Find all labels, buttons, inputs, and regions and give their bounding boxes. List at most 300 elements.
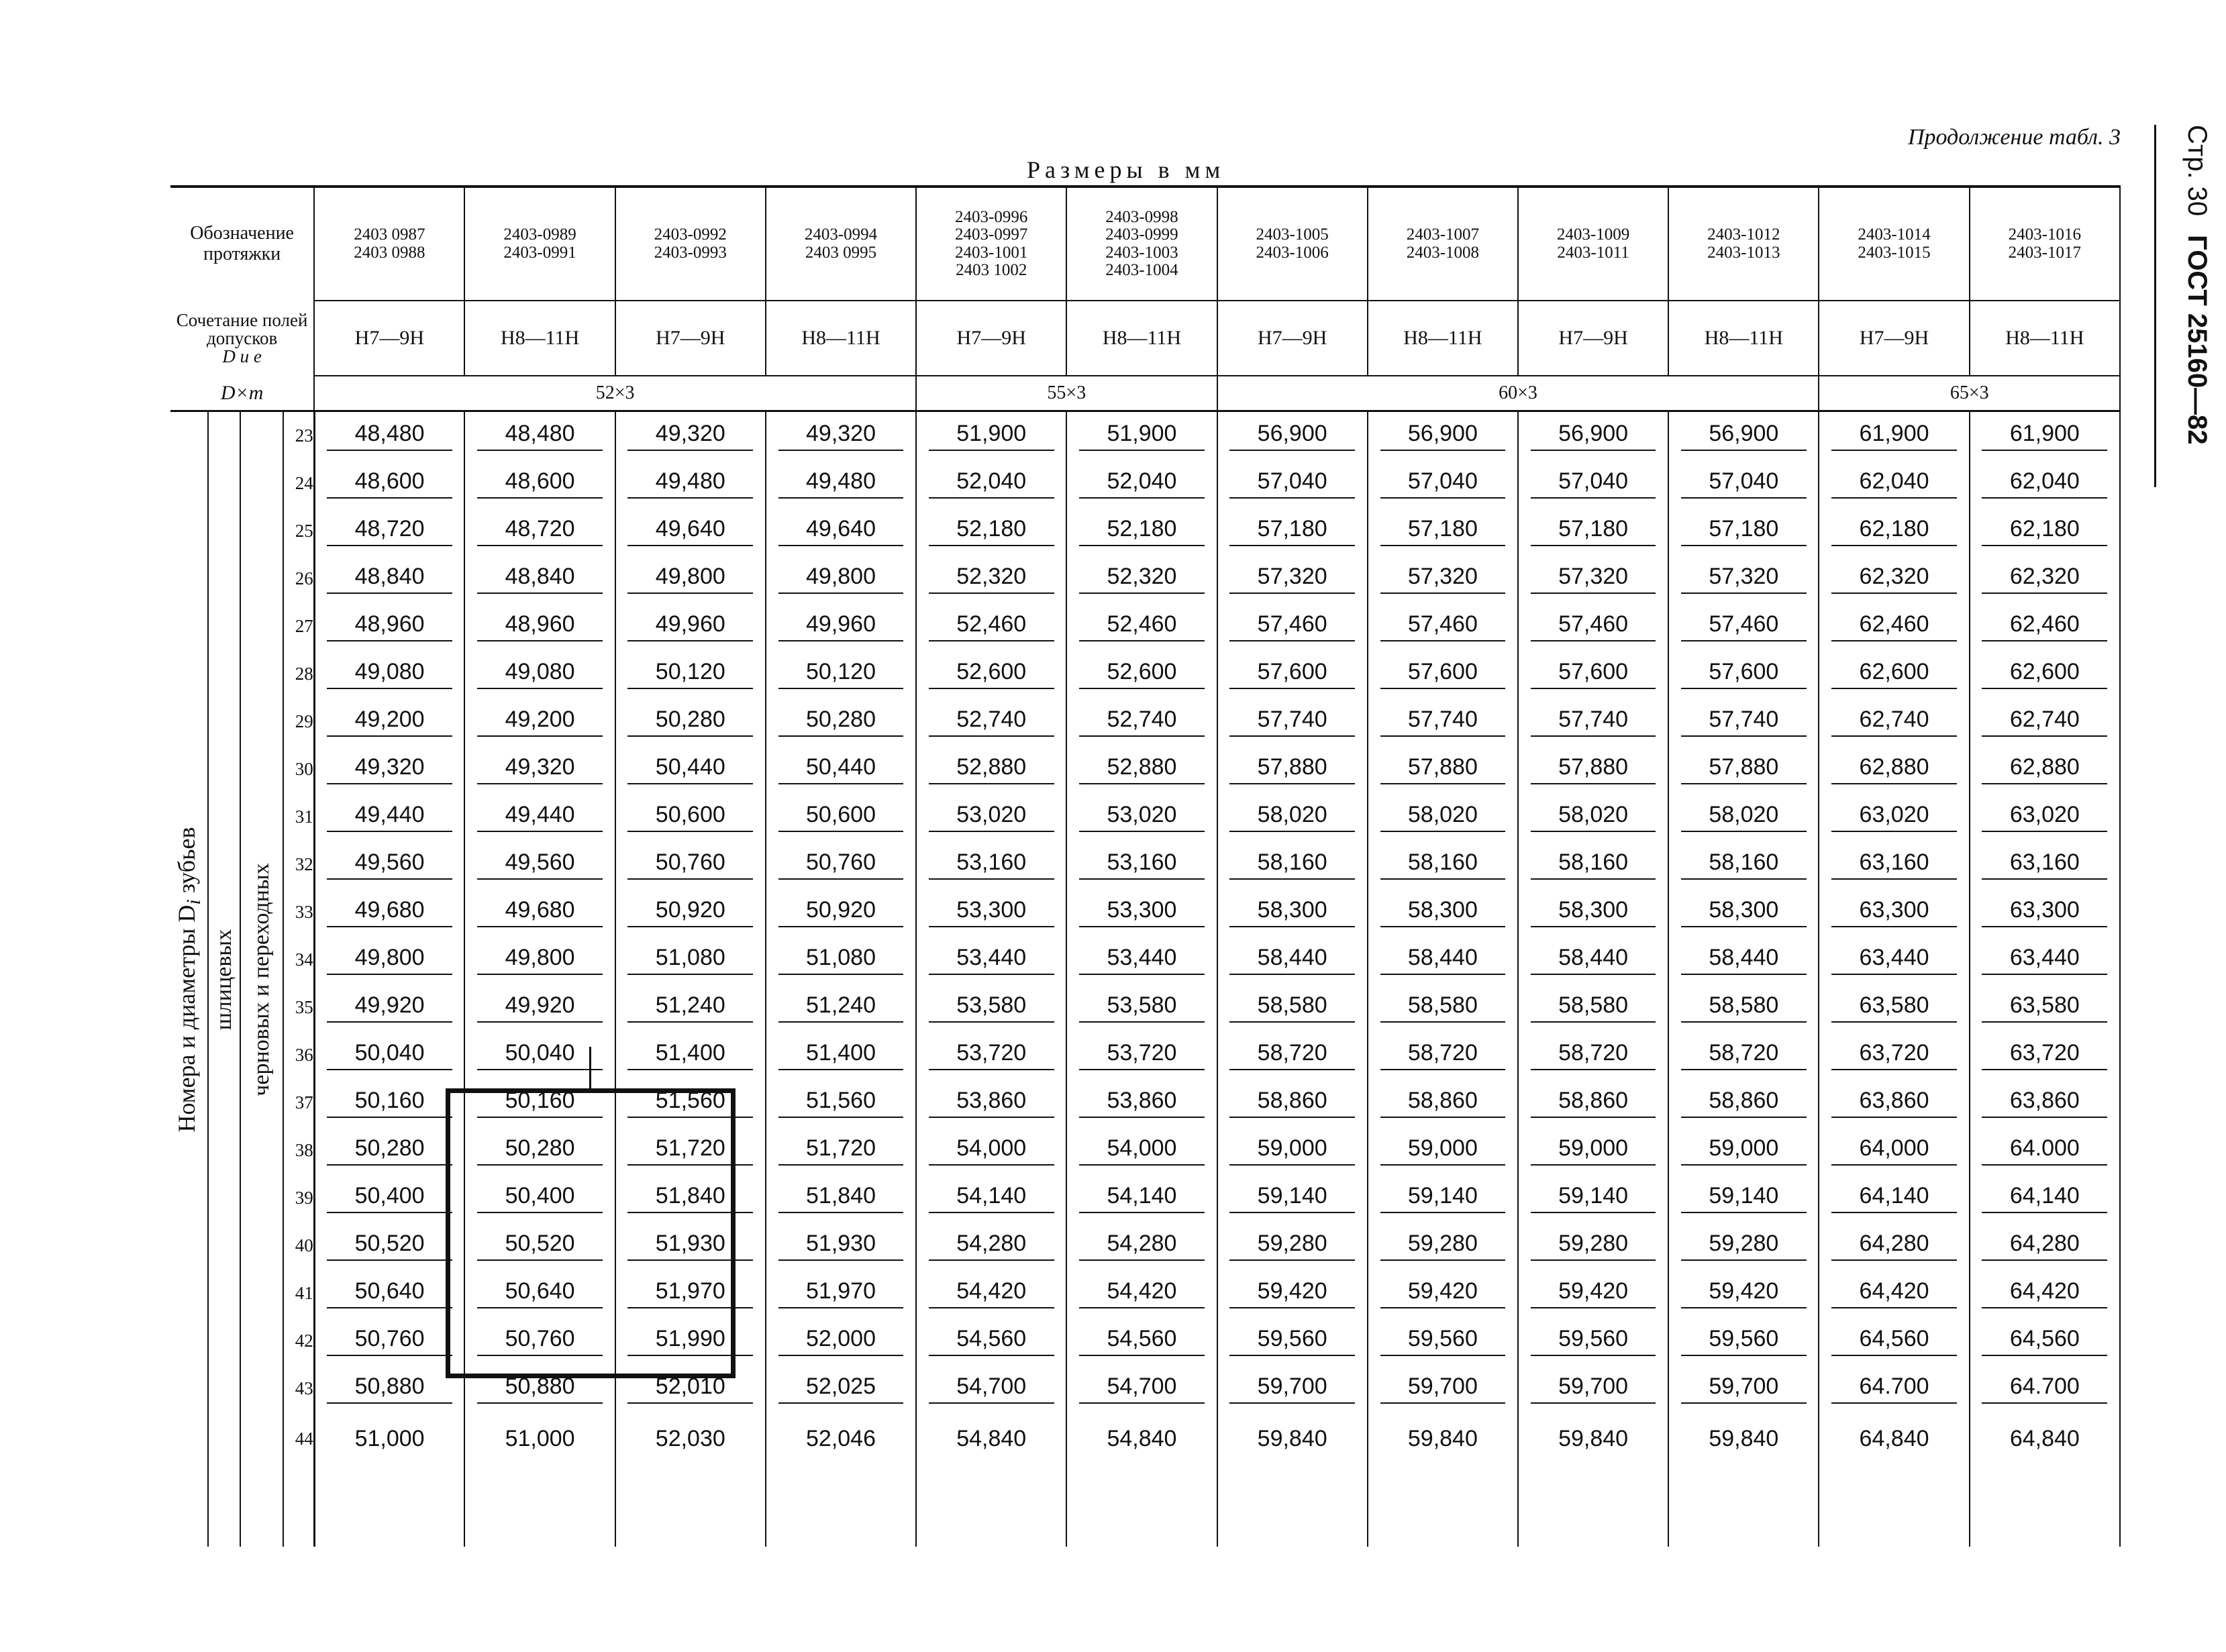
diameter-value: 50,760 xyxy=(778,849,904,880)
tooth-number: 31 xyxy=(283,793,314,841)
diameter-cell xyxy=(1066,1127,1217,1174)
diameter-cell xyxy=(766,793,916,841)
diameter-cell xyxy=(1066,888,1217,936)
diameter-cell xyxy=(916,555,1066,603)
table-row xyxy=(170,1365,2120,1412)
tooth-number: 29 xyxy=(283,698,314,745)
designation-code: 2403 0988 xyxy=(354,243,425,262)
diameter-cell xyxy=(615,460,766,507)
diameter-value: 63,440 xyxy=(1982,945,2107,975)
diameter-value: 61,900 xyxy=(1831,421,1957,451)
diameter-cell xyxy=(766,1079,916,1127)
size-group-cell: 52×3 xyxy=(314,376,916,411)
diameter-cell xyxy=(464,1031,615,1079)
diameter-cell xyxy=(1819,555,1969,603)
tooth-number: 23 xyxy=(283,411,314,460)
diameter-value: 53,580 xyxy=(929,992,1054,1023)
diameter-value: 54,280 xyxy=(929,1231,1054,1261)
diameter-cell xyxy=(464,555,615,603)
diameter-value: 49,080 xyxy=(477,659,603,689)
diameter-cell xyxy=(1368,603,1518,650)
diameter-value: 59,280 xyxy=(1380,1231,1506,1261)
diameter-cell xyxy=(1668,984,1819,1031)
diameter-cell xyxy=(766,555,916,603)
table-row xyxy=(170,650,2120,698)
diameter-cell xyxy=(1819,603,1969,650)
diameter-value: 58,440 xyxy=(1229,945,1355,975)
diameter-value: 58,860 xyxy=(1531,1088,1656,1118)
diameter-value: 59,140 xyxy=(1229,1183,1355,1213)
diameter-value: 51,000 xyxy=(354,1426,425,1451)
diameter-cell xyxy=(1668,507,1819,555)
designation-code: 2403-1006 xyxy=(1256,243,1329,262)
diameter-cell xyxy=(1368,1270,1518,1317)
diameter-cell xyxy=(464,460,615,507)
diameter-cell xyxy=(1368,936,1518,984)
tolerance-cell: H7—9H xyxy=(314,301,464,376)
table-row xyxy=(170,603,2120,650)
diameter-cell xyxy=(1970,411,2120,460)
designation-cell xyxy=(916,187,1066,301)
tooth-number: 24 xyxy=(283,460,314,507)
tooth-number: 37 xyxy=(283,1079,314,1127)
diameter-cell xyxy=(916,888,1066,936)
diameter-value: 57,460 xyxy=(1531,611,1656,641)
designation-code: 2403-0997 xyxy=(955,225,1028,244)
diameter-value: 49,640 xyxy=(627,516,753,546)
designation-code: 2403-1005 xyxy=(1256,225,1329,244)
diameter-cell xyxy=(1819,745,1969,793)
diameter-value: 63,020 xyxy=(1831,802,1957,832)
diameter-cell xyxy=(916,984,1066,1031)
diameter-cell xyxy=(916,507,1066,555)
diameter-cell xyxy=(916,603,1066,650)
diameter-value: 57,600 xyxy=(1380,659,1506,689)
designation-code: 2403-1009 xyxy=(1556,225,1630,244)
diameter-value: 53,020 xyxy=(929,802,1054,832)
diameter-value: 48,480 xyxy=(327,421,452,451)
diameter-cell xyxy=(1668,1127,1819,1174)
diameter-value: 59,560 xyxy=(1681,1326,1807,1356)
diameter-cell xyxy=(916,1317,1066,1365)
diameter-value: 49,200 xyxy=(327,707,452,737)
diameter-cell xyxy=(464,841,615,888)
diameter-cell xyxy=(766,1127,916,1174)
diameter-cell xyxy=(916,411,1066,460)
table-row xyxy=(170,936,2120,984)
diameter-value: 50,520 xyxy=(477,1231,603,1261)
diameter-cell xyxy=(766,1174,916,1222)
diameter-cell xyxy=(1518,841,1668,888)
diameter-cell xyxy=(1819,888,1969,936)
diameter-cell xyxy=(1217,555,1368,603)
designation-code: 2403-0994 xyxy=(804,225,878,244)
table-row xyxy=(170,1222,2120,1270)
diameter-value: 62,040 xyxy=(1982,468,2107,499)
diameter-cell xyxy=(314,936,464,984)
tolerance-cell: H7—9H xyxy=(615,301,766,376)
diameter-cell xyxy=(1066,603,1217,650)
diameter-cell xyxy=(615,1365,766,1412)
diameter-cell xyxy=(1970,1365,2120,1412)
diameter-cell xyxy=(615,1317,766,1365)
diameter-value: 62,740 xyxy=(1831,707,1957,737)
diameter-value: 49,920 xyxy=(477,992,603,1023)
diameter-cell xyxy=(1066,411,1217,460)
diameter-cell xyxy=(314,555,464,603)
diameter-cell xyxy=(615,603,766,650)
diameter-cell xyxy=(766,1412,916,1547)
tolerance-cell: H8—11H xyxy=(1066,301,1217,376)
diameter-cell xyxy=(766,745,916,793)
diameter-cell xyxy=(1368,507,1518,555)
diameter-value: 64,420 xyxy=(1982,1278,2107,1308)
diameter-value: 59,700 xyxy=(1531,1374,1656,1404)
tolerance-label xyxy=(170,301,314,376)
diameter-cell xyxy=(1368,650,1518,698)
diameter-cell xyxy=(314,888,464,936)
diameter-cell xyxy=(464,1079,615,1127)
diameter-cell xyxy=(464,984,615,1031)
diameter-cell xyxy=(1368,888,1518,936)
tooth-number: 33 xyxy=(283,888,314,936)
diameter-value: 53,860 xyxy=(1079,1088,1205,1118)
diameter-cell xyxy=(1668,1270,1819,1317)
diameter-value: 50,280 xyxy=(778,707,904,737)
diameter-cell xyxy=(1668,1174,1819,1222)
diameter-cell xyxy=(1819,984,1969,1031)
diameter-cell xyxy=(464,507,615,555)
outer-label-tail: зубьев xyxy=(172,826,200,899)
diameter-value: 52,880 xyxy=(1079,754,1205,784)
diameter-value: 51,080 xyxy=(627,945,753,975)
diameter-value: 51,970 xyxy=(627,1278,753,1308)
diameter-cell xyxy=(1217,698,1368,745)
diameter-value: 62,460 xyxy=(1831,611,1957,641)
diameter-cell xyxy=(1819,1412,1969,1547)
diameter-value: 63,720 xyxy=(1831,1040,1957,1070)
diameter-cell xyxy=(615,1174,766,1222)
diameter-cell xyxy=(1518,603,1668,650)
diameter-cell xyxy=(916,841,1066,888)
diameter-cell xyxy=(1970,984,2120,1031)
diameter-value: 51,930 xyxy=(778,1231,904,1261)
diameter-value: 62,040 xyxy=(1831,468,1957,499)
diameter-value: 53,720 xyxy=(929,1040,1054,1070)
diameter-value: 52,460 xyxy=(1079,611,1205,641)
diameter-value: 58,720 xyxy=(1531,1040,1656,1070)
diameter-value: 57,460 xyxy=(1380,611,1506,641)
diameter-value: 54,280 xyxy=(1079,1231,1205,1261)
row-group-label-outer xyxy=(170,411,208,1547)
diameter-cell xyxy=(916,1127,1066,1174)
diameter-value: 59,560 xyxy=(1229,1326,1355,1356)
diameter-value: 52,000 xyxy=(778,1326,904,1356)
diameter-cell xyxy=(615,1222,766,1270)
diameter-cell xyxy=(1819,1127,1969,1174)
diameter-value: 62,740 xyxy=(1982,707,2107,737)
diameter-cell xyxy=(314,793,464,841)
diameter-cell xyxy=(766,984,916,1031)
diameter-cell xyxy=(615,936,766,984)
diameter-cell xyxy=(766,698,916,745)
diameter-cell xyxy=(314,1222,464,1270)
tooth-number: 25 xyxy=(283,507,314,555)
outer-label-text: Номера и диаметры D xyxy=(172,905,200,1133)
diameter-cell xyxy=(1668,1317,1819,1365)
diameter-value: 51,400 xyxy=(627,1040,753,1070)
diameter-value: 59,140 xyxy=(1681,1183,1807,1213)
diameter-value: 54,140 xyxy=(1079,1183,1205,1213)
tooth-number: 40 xyxy=(283,1222,314,1270)
diameter-cell xyxy=(1970,888,2120,936)
diameter-cell xyxy=(1668,1222,1819,1270)
diameter-cell xyxy=(1368,841,1518,888)
diameter-cell xyxy=(464,1174,615,1222)
diameter-cell xyxy=(464,888,615,936)
diameter-cell xyxy=(1518,1270,1668,1317)
designation-code: 2403 0995 xyxy=(805,243,877,262)
table-row xyxy=(170,1031,2120,1079)
diameter-cell xyxy=(1518,1222,1668,1270)
tooth-number: 35 xyxy=(283,984,314,1031)
diameter-value: 51,930 xyxy=(627,1231,753,1261)
diameter-cell xyxy=(1668,936,1819,984)
diameter-cell xyxy=(314,1317,464,1365)
designation-cell xyxy=(1668,187,1819,301)
diameter-value: 49,680 xyxy=(477,897,603,927)
diameter-value: 49,480 xyxy=(627,468,753,499)
diameter-value: 50,040 xyxy=(477,1040,603,1070)
diameter-cell xyxy=(1217,936,1368,984)
diameter-cell xyxy=(1668,841,1819,888)
diameter-value: 49,440 xyxy=(327,802,452,832)
diameter-value: 53,160 xyxy=(1079,849,1205,880)
diameter-value: 50,280 xyxy=(627,707,753,737)
diameter-cell xyxy=(1970,936,2120,984)
diameter-value: 50,880 xyxy=(327,1374,452,1404)
diameter-value: 57,460 xyxy=(1229,611,1355,641)
diameter-value: 57,180 xyxy=(1531,516,1656,546)
diameter-value: 53,300 xyxy=(929,897,1054,927)
diameter-value: 50,640 xyxy=(327,1278,452,1308)
diameter-cell xyxy=(766,411,916,460)
diameter-value: 63,300 xyxy=(1831,897,1957,927)
diameter-cell xyxy=(464,1270,615,1317)
diameter-cell xyxy=(766,1222,916,1270)
diameter-value: 59,420 xyxy=(1229,1278,1355,1308)
diameter-cell xyxy=(1668,1031,1819,1079)
designation-cell xyxy=(766,187,916,301)
diameter-value: 58,580 xyxy=(1531,992,1656,1023)
diameter-cell xyxy=(1970,841,2120,888)
diameter-cell xyxy=(1668,650,1819,698)
diameter-cell xyxy=(1066,1317,1217,1365)
diameter-value: 54,420 xyxy=(929,1278,1054,1308)
diameter-value: 64.700 xyxy=(1831,1374,1957,1404)
diameter-value: 64,560 xyxy=(1831,1326,1957,1356)
designation-code: 2403-0993 xyxy=(654,243,727,262)
designation-code: 2403-0996 xyxy=(955,208,1028,226)
diameter-cell xyxy=(916,793,1066,841)
diameter-value: 58,440 xyxy=(1380,945,1506,975)
designation-code: 2403 1002 xyxy=(956,260,1027,279)
diameter-value: 58,300 xyxy=(1380,897,1506,927)
diameter-value: 63,300 xyxy=(1982,897,2107,927)
diameter-value: 53,720 xyxy=(1079,1040,1205,1070)
diameter-value: 49,080 xyxy=(327,659,452,689)
diameter-cell xyxy=(1217,650,1368,698)
diameter-value: 51,990 xyxy=(627,1326,753,1356)
diameter-value: 54,420 xyxy=(1079,1278,1205,1308)
diameter-cell xyxy=(1518,745,1668,793)
diameter-value: 53,300 xyxy=(1079,897,1205,927)
diameter-cell xyxy=(1970,1174,2120,1222)
tooth-number: 44 xyxy=(283,1412,314,1547)
diameter-cell xyxy=(464,936,615,984)
diameter-value: 58,860 xyxy=(1380,1088,1506,1118)
diameter-cell xyxy=(766,507,916,555)
diameter-cell xyxy=(314,841,464,888)
diameter-value: 59,840 xyxy=(1709,1426,1779,1451)
diameter-cell xyxy=(464,745,615,793)
diameter-value: 53,440 xyxy=(1079,945,1205,975)
diameter-value: 50,160 xyxy=(327,1088,452,1118)
diameter-cell xyxy=(766,1365,916,1412)
diameter-value: 58,020 xyxy=(1380,802,1506,832)
diameter-value: 62,320 xyxy=(1831,564,1957,594)
diameter-value: 59,560 xyxy=(1531,1326,1656,1356)
diameter-cell xyxy=(1970,603,2120,650)
diameter-cell xyxy=(1066,936,1217,984)
designation-code: 2403-1016 xyxy=(2008,225,2081,244)
diameter-cell xyxy=(1066,841,1217,888)
diameter-cell xyxy=(615,1079,766,1127)
size-group-cell: 65×3 xyxy=(1819,376,2120,411)
diameter-cell xyxy=(766,650,916,698)
diameter-value: 51,080 xyxy=(778,945,904,975)
diameter-cell xyxy=(1819,1222,1969,1270)
diameter-value: 63,440 xyxy=(1831,945,1957,975)
diameter-value: 52,046 xyxy=(806,1426,876,1451)
diameter-value: 53,860 xyxy=(929,1088,1054,1118)
diameter-cell xyxy=(1518,793,1668,841)
diameter-cell xyxy=(464,1412,615,1547)
diameter-cell xyxy=(1066,1174,1217,1222)
tolerance-label-text: Сочетание полей допусков xyxy=(176,309,308,348)
diameter-value: 57,040 xyxy=(1380,468,1506,499)
diameter-value: 63,860 xyxy=(1982,1088,2107,1118)
diameter-value: 48,840 xyxy=(477,564,603,594)
designation-code: 2403 0987 xyxy=(354,225,425,244)
diameter-cell xyxy=(1066,1222,1217,1270)
diameter-cell xyxy=(1217,1127,1368,1174)
diameter-cell xyxy=(1970,745,2120,793)
diameter-cell xyxy=(1970,698,2120,745)
diameter-cell xyxy=(1066,460,1217,507)
diameter-value: 54,560 xyxy=(929,1326,1054,1356)
diameter-value: 59,280 xyxy=(1229,1231,1355,1261)
diameter-value: 62,600 xyxy=(1982,659,2107,689)
diameter-cell xyxy=(1368,1079,1518,1127)
diameter-value: 53,020 xyxy=(1079,802,1205,832)
diameter-value: 52,180 xyxy=(1079,516,1205,546)
diameter-value: 59,560 xyxy=(1380,1326,1506,1356)
diameter-value: 58,720 xyxy=(1380,1040,1506,1070)
designation-code: 2403-0989 xyxy=(503,225,576,244)
diameter-cell xyxy=(314,411,464,460)
diameter-value: 57,740 xyxy=(1531,707,1656,737)
diameter-cell xyxy=(1217,745,1368,793)
designation-code: 2403-1014 xyxy=(1858,225,1931,244)
diameter-cell xyxy=(615,841,766,888)
diameter-cell xyxy=(1066,1031,1217,1079)
diameter-value: 54,700 xyxy=(929,1374,1054,1404)
diameter-cell xyxy=(1819,460,1969,507)
diameter-value: 50,400 xyxy=(327,1183,452,1213)
diameter-cell xyxy=(1668,698,1819,745)
diameter-cell xyxy=(1668,1079,1819,1127)
tolerance-cell: H8—11H xyxy=(464,301,615,376)
diameter-value: 50,760 xyxy=(327,1326,452,1356)
diameter-value: 57,320 xyxy=(1380,564,1506,594)
diameter-cell xyxy=(916,1365,1066,1412)
diameter-value: 48,600 xyxy=(477,468,603,499)
diameter-cell xyxy=(1819,1079,1969,1127)
diameter-cell xyxy=(916,1270,1066,1317)
table-row xyxy=(170,888,2120,936)
diameter-value: 50,400 xyxy=(477,1183,603,1213)
diameter-value: 53,580 xyxy=(1079,992,1205,1023)
diameter-value: 51,900 xyxy=(1079,421,1205,451)
diameter-value: 64,000 xyxy=(1831,1135,1957,1166)
designation-code: 2403-1012 xyxy=(1707,225,1780,244)
diameter-cell xyxy=(1970,460,2120,507)
designation-cell xyxy=(1518,187,1668,301)
diameter-value: 50,280 xyxy=(477,1135,603,1166)
diameter-cell xyxy=(1066,698,1217,745)
diameter-value: 57,320 xyxy=(1531,564,1656,594)
diameter-cell xyxy=(1970,1412,2120,1547)
diameter-cell xyxy=(1819,1365,1969,1412)
diameter-value: 64,280 xyxy=(1982,1231,2107,1261)
diameter-cell xyxy=(1368,984,1518,1031)
diameter-value: 59,000 xyxy=(1681,1135,1807,1166)
tooth-number: 43 xyxy=(283,1365,314,1412)
diameter-cell xyxy=(1217,888,1368,936)
diameter-value: 48,840 xyxy=(327,564,452,594)
diameter-cell xyxy=(1668,555,1819,603)
diameter-cell xyxy=(766,888,916,936)
diameter-value: 63,580 xyxy=(1982,992,2107,1023)
diameter-cell xyxy=(1066,555,1217,603)
diameter-cell xyxy=(1066,1412,1217,1547)
diameter-value: 64,140 xyxy=(1831,1183,1957,1213)
diameter-value: 53,160 xyxy=(929,849,1054,880)
tooth-number: 28 xyxy=(283,650,314,698)
diameter-cell xyxy=(464,411,615,460)
diameter-cell xyxy=(916,1222,1066,1270)
diameter-cell xyxy=(1970,1270,2120,1317)
diameter-cell xyxy=(1368,411,1518,460)
diameter-value: 50,920 xyxy=(627,897,753,927)
diameter-cell xyxy=(1217,1222,1368,1270)
diameter-cell xyxy=(1217,1079,1368,1127)
diameter-value: 59,700 xyxy=(1380,1374,1506,1404)
diameter-cell xyxy=(1970,650,2120,698)
diameter-cell xyxy=(615,984,766,1031)
diameter-value: 59,140 xyxy=(1380,1183,1506,1213)
